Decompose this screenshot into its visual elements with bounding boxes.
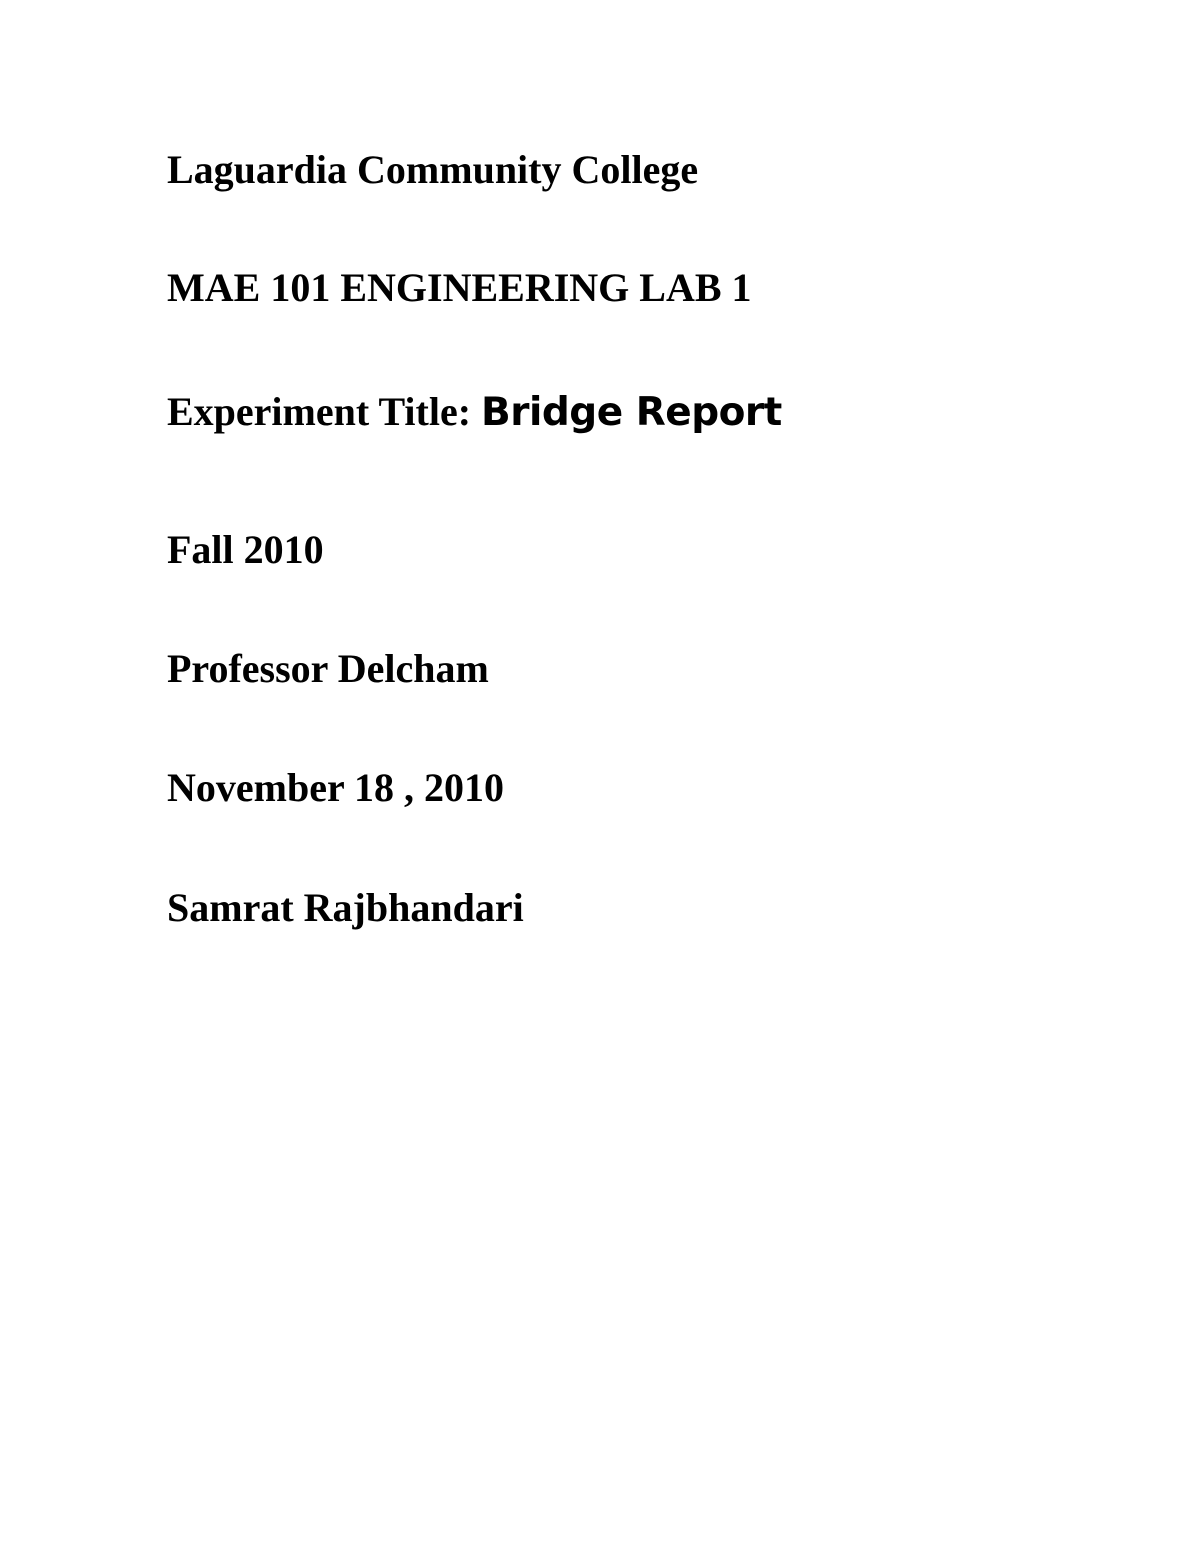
report-date: November 18 , 2010	[167, 765, 504, 810]
term: Fall 2010	[167, 527, 324, 572]
course-title: MAE 101 ENGINEERING LAB 1	[167, 265, 752, 310]
professor-name: Professor Delcham	[167, 646, 489, 691]
experiment-title-value: Bridge Report	[481, 390, 782, 435]
college-name: Laguardia Community College	[167, 147, 699, 192]
experiment-title-label: Experiment Title:	[167, 389, 472, 434]
author-name: Samrat Rajbhandari	[167, 885, 524, 930]
experiment-title-line	[167, 389, 782, 435]
